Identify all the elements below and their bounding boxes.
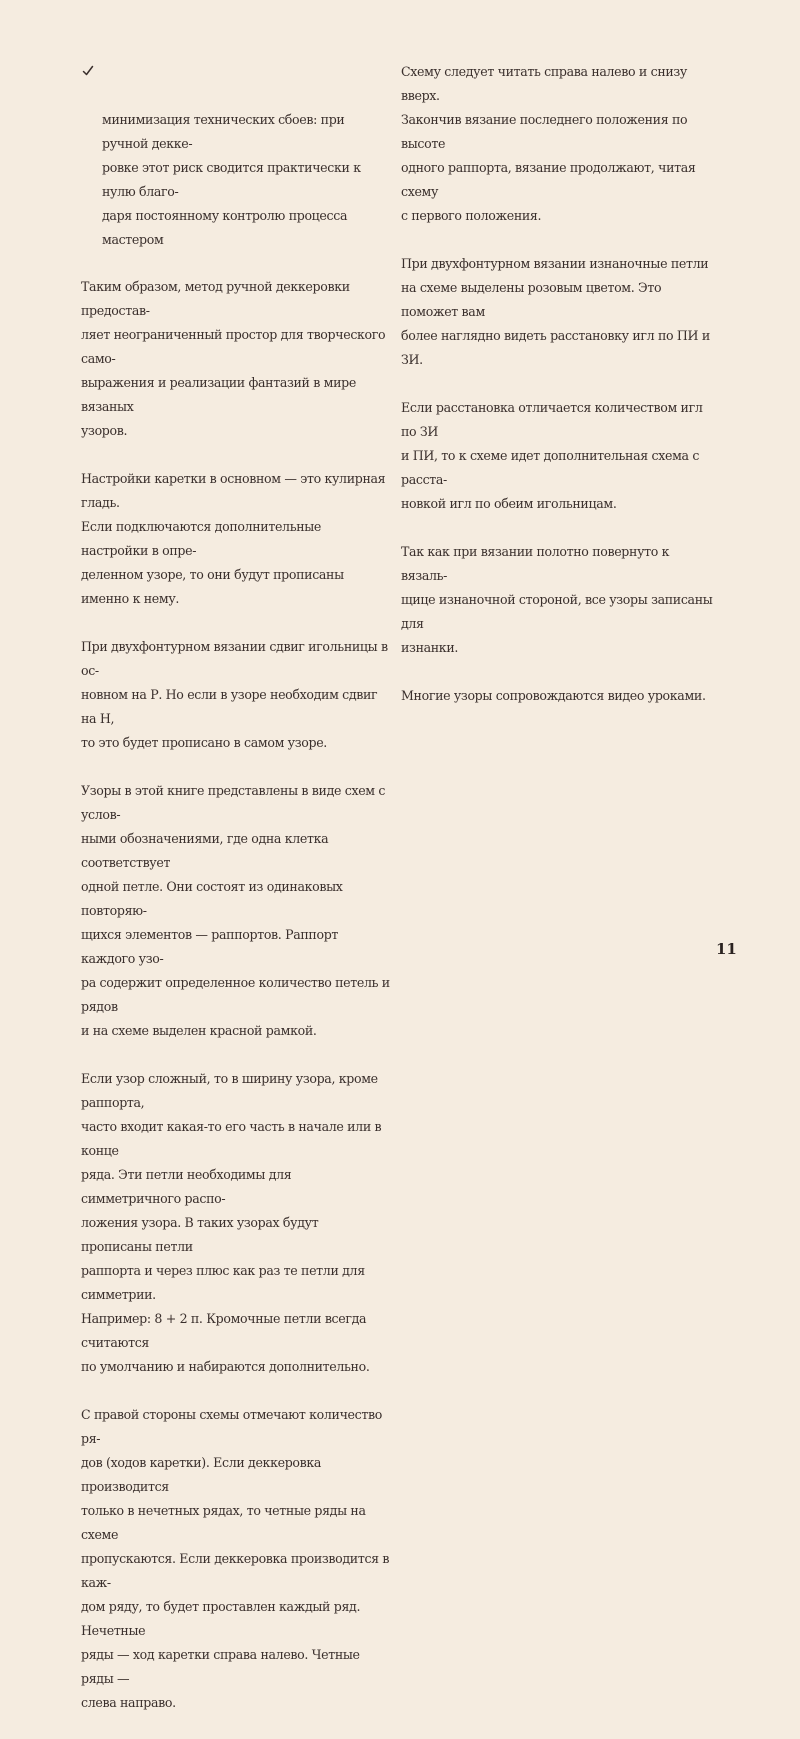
paragraph-carriage-settings: Настройки каретки в основном — это кулирная гладь. Если подключаются дополнительные настройки в опре- деленном узоре, то они будут прописаны именно к нему. — [81, 471, 386, 606]
right-column — [401, 60, 713, 732]
paragraph-needle-arrangement: Если расстановка отличается количеством игл по ЗИ и ПИ, то к схеме идет дополнительная схема с расста- новкой игл по обеим игольницам. — [401, 400, 703, 511]
check-icon — [82, 65, 94, 77]
paragraph-purl-stitches: При двухфонтурном вязании изнаночные петли на схеме выделены розовым цветом. Это поможет вам более наглядно видеть расстановку игл по ПИ и ЗИ. — [401, 256, 710, 367]
left-column — [81, 60, 391, 1739]
paragraph-row-numbering: С правой стороны схемы отмечают количество ря- дов (ходов каретки). Если деккеровка производится только в нечетных рядах, то четные ряды на схеме пропускаются. Если деккеровка производится в каж- дом ряду, то будет проставлен каждый ряд. Нечетные ряды — ход каретки справа налево. Четные ряды — слева направо. — [81, 1407, 390, 1710]
paragraph-video-lessons: Многие узоры сопровождаются видео уроками. — [401, 688, 706, 703]
paragraph-wrong-side: Так как при вязании полотно повернуто к вязаль- щице изнаночной стороной, все узоры записаны для изнанки. — [401, 544, 713, 655]
paragraph-needlebed-shift: При двухфонтурном вязании сдвиг игольницы в ос- новном на Р. Но если в узоре необходим сдвиг на Н, то это будет прописано в самом узоре. — [81, 639, 388, 750]
bullet-text: минимизация технических сбоев: при ручной декке- ровке этот риск сводится практически к нулю благо- даря постоянному контролю процесса мастером — [102, 112, 361, 247]
paragraph-method-freedom: Таким образом, метод ручной деккеровки предостав- ляет неограниченный простор для творческого само- выражения и реализации фантазий в мире вязаных узоров. — [81, 279, 386, 438]
bullet-item — [81, 60, 391, 252]
paragraph-complex-pattern: Если узор сложный, то в ширину узора, кроме раппорта, часто входит какая-то его часть в начале или в конце ряда. Эти петли необходимы для симметричного распо- ложения узора. В таких узорах будут прописаны петли раппорта и через плюс как раз те петли для симметрии. Например: 8 + 2 п. Кромочные петли всегда считаются по умолчанию и набираются дополнительно. — [81, 1071, 382, 1374]
paragraph-reading-direction: Схему следует читать справа налево и снизу вверх. Закончив вязание последнего положения по высоте одного раппорта, вязание продолжают, читая схему с первого положения. — [401, 64, 696, 223]
page-number: 11 — [716, 940, 737, 958]
paragraph-pattern-schemes: Узоры в этой книге представлены в виде схем с услов- ными обозначениями, где одна клетка соответствует одной петле. Они состоят из одинаковых повторяю- щихся элементов — раппортов. Раппорт каждого узо- ра содержит определенное количество петель и рядов и на схеме выделен красной рамкой. — [81, 783, 390, 1038]
